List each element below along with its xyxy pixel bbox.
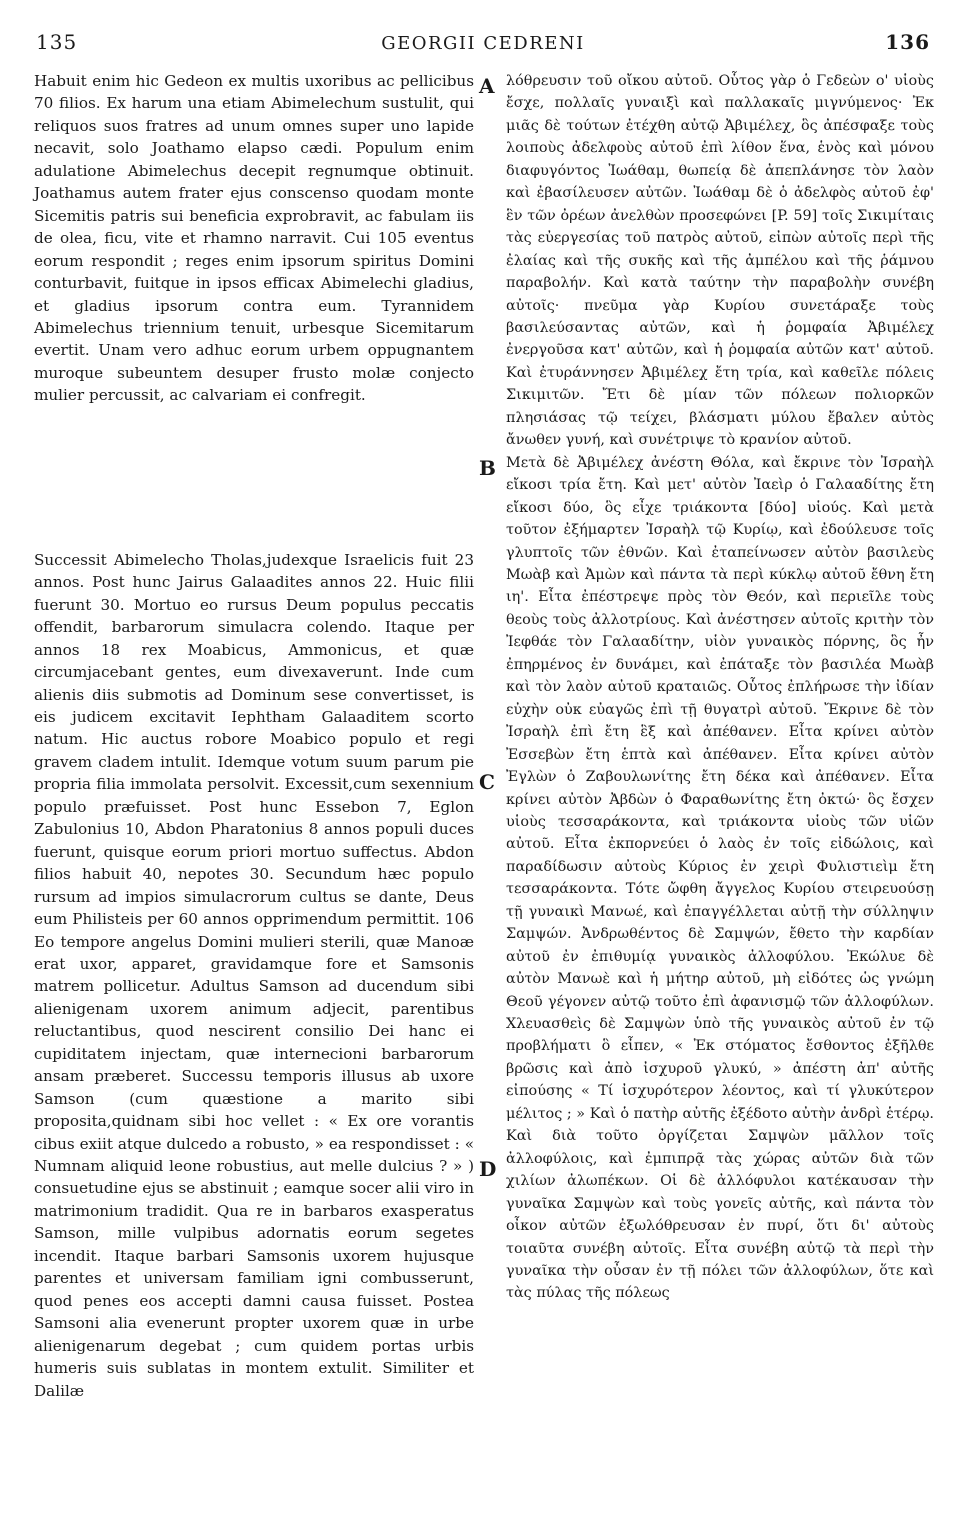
page-number-left: 135 bbox=[36, 30, 78, 54]
margin-marker-a: A bbox=[479, 74, 495, 98]
latin-paragraph-1: Habuit enim hic Gedeon ex multis uxoribus ac pellicibus 70 filios. Ex harum una etiam Abimelechum sustulit, qui reliquos suos fratres ad unum omnes super uno lapide necavit, solo Joathamo elapso cædi. Populum enim adulatione Abimelechus decepit regnumque obtinuit. Joathamus autem frater ejus conscenso quodam monte Sicemitis patris sui beneficia exprobravit, ac fabulam iis de olea, ficu, vite et rhamno narravit. Cui 105 eventus eorum respondit ; reges enim ipsorum spiritus Domini conturbavit, fuitque in ipsos efficax Abimelechi gladius, et gladius ipsorum contra eum. Tyrannidem Abimelechus triennium tenuit, urbesque Sicemitarum evertit. Unam vero adhuc eorum urbem oppugnantem muroque subeuntem desuper frusto molæ conjecto mulier percussit, ac calvariam ei confregit. bbox=[34, 72, 474, 405]
margin-marker-b: B bbox=[479, 456, 496, 480]
greek-paragraph-1: λόθρευσιν τοῦ οἴκου αὐτοῦ. Οὗτος γὰρ ὁ Γεδεὼν ο' υἱοὺς ἔσχε, πολλαῖς γυναιξὶ καὶ παλλακαῖς μιγνύμενος· Ἐκ μιᾶς δὲ τούτων ἐτέχθη αὐτῷ Ἀβιμέλεχ, ὃς ἀπέσφαξε τοὺς λοιποὺς ἀδελφοὺς αὐτοῦ ἐπὶ λίθον ἕνα, ἑνὸς καὶ μόνου διαφυγόντος Ἰωάθαμ, θωπείᾳ δὲ ἀπεπλάνησε τὸν λαὸν καὶ ἐβασίλευσεν αὐτῶν. Ἰωάθαμ δὲ ὁ ἀδελφὸς αὐτοῦ ἐφ' ἓν τῶν ὀρέων ἀνελθὼν προσεφώνει [P. 59] τοῖς Σικιμίταις τὰς εὐεργεσίας τοῦ πατρὸς αὐτοῦ, εἰπὼν αὐτοῖς περὶ τῆς ἐλαίας καὶ τῆς συκῆς καὶ τῆς ἀμπέλου καὶ τῆς ῥάμνου παραβολήν. Καὶ κατὰ ταύτην τὴν παραβολὴν συνέβη αὐτοῖς· πνεῦμα γὰρ Κυρίου συνετάραξε τοὺς βασιλεύσαντας αὐτῶν, καὶ ἡ ῥομφαία Ἀβιμέλεχ ἐνεργοῦσα κατ' αὐτῶν, καὶ ἡ ῥομφαία αὐτῶν κατ' αὐτοῦ. Καὶ ἐτυράννησεν Ἀβιμέλεχ ἔτη τρία, καὶ καθεῖλε πόλεις Σικιμιτῶν. Ἔτι δὲ μίαν τῶν πόλεων πολιορκῶν πλησιάσας τῷ τείχει, βλάσματι μύλου ἔβαλεν αὐτὸς ἄνωθεν γυνή, καὶ συνέτριψε τὸ κρανίον αὐτοῦ. bbox=[506, 73, 934, 449]
margin-marker-d: D bbox=[479, 1157, 497, 1181]
running-title: GEORGII CEDRENI bbox=[381, 33, 585, 54]
latin-paragraph-2: Successit Abimelecho Tholas,judexque Israelicis fuit 23 annos. Post hunc Jairus Galaadites annos 22. Huic filii fuerunt 30. Mortuo eo rursus Deum populus peccatis offendit, barbarorum simulacra colendo. Itaque per annos 18 rex Moabicus, Ammonicus, et quæ circumjacebant gentes, eum divexaverunt. Inde cum alienis diis submotis ad Dominum sese convertisset, is eis judicem excitavit Iephtham Galaaditem scorto natum. Hic auctus robore Moabico populo et regi gravem cladem intulit. Idemque votum suum parum pie propria filia immolata persolvit. Excessit,cum sexennium populo præfuisset. Post hunc Essebon 7, Eglon Zabulonius 10, Abdon Pharatonius 8 annos populi duces fuerunt, quisque eorum priori mortuo suffectus. Abdon filios habuit 40, nepotes 30. Secundum hæc populo rursum ad impios simulacrorum cultus se dante, Deus eum Philisteis per 60 annos opprimendum permittit. 106 Eo tempore angelus Domini mulieri sterili, quæ Manoæ erat uxor, apparet, gravidamque fore et Samsonis matrem pollicetur. Adultus Samson ad ducendum sibi alienigenam uxorem animum adjecit, parentibus reluctantibus, quod nescirent consilio Dei hanc ei cupiditatem injectam, quæ internecioni barbarorum ansam præberet. Successu temporis illusus ab uxore Samson (cum quæstione a marito sibi proposita,quidnam sibi hoc vellet : « Ex ore vorantis cibus exiit atque dulcedo a robusto, » ea respondisset : « Numnam aliquid leone robustius, aut melle dulcius ? » ) consuetudine ejus se abstinuit ; eamque socer alii viro in matrimonium tradidit. Qua re in barbaros exasperatus Samson, mille vulpibus adornatis eorum segetes incendit. Itaque barbari Samsonis uxorem hujusque parentes et universam familiam igni combusserunt, quod penes eos accepti damni causa fuisset. Postea Samsoni alia evenerunt propter uxorem quæ in urbe alienigenarum degebat ; cum quidem portas urbis humeris suis sublatas in montem extulit. Similiter et Dalilæ bbox=[34, 550, 474, 1400]
greek-paragraph-2: Μετὰ δὲ Ἀβιμέλεχ ἀνέστη Θόλα, καὶ ἔκρινε τὸν Ἰσραὴλ εἴκοσι τρία ἔτη. Καὶ μετ' αὐτὸν Ἰαεὶρ ὁ Γαλααδίτης ἔτη εἴκοσι δύο, ὃς εἶχε τριάκοντα [δύο] υἱούς. Καὶ μετὰ τοῦτον ἐξήμαρτεν Ἰσραὴλ τῷ Κυρίῳ, καὶ ἐδούλευσε τοῖς γλυπτοῖς τῶν ἐθνῶν. Καὶ ἐταπείνωσεν αὐτὸν βασιλεὺς Μωὰβ καὶ Ἀμὼν καὶ πάντα τὰ περὶ κύκλῳ αὐτοῦ ἔθνη ἔτη ιη'. Εἶτα ἐπέστρεψε πρὸς τὸν Θεόν, καὶ περιεῖλε τοὺς θεοὺς τοὺς ἀλλοτρίους. Καὶ ἀνέστησεν αὐτοῖς κριτὴν τὸν Ἰεφθάε τὸν Γαλααδίτην, υἱὸν γυναικὸς πόρνης, ὃς ἦν ἐπηρμένος ἐν δυνάμει, καὶ ἐπάταξε τὸν βασιλέα Μωὰβ καὶ τὸν λαὸν αὐτοῦ κραταιῶς. Οὗτος ἐπλήρωσε τὴν ἰδίαν εὐχὴν οὐκ εὐαγῶς ἐπὶ τῇ θυγατρὶ αὐτοῦ. Ἔκρινε δὲ τὸν Ἰσραὴλ ἐπὶ ἔτη ἓξ καὶ ἀπέθανεν. Εἶτα κρίνει αὐτὸν Ἐσσεβὼν ἔτη ἑπτὰ καὶ ἀπέθανεν. Εἶτα κρίνει αὐτὸν Ἐγλὼν ὁ Ζαβουλωνίτης ἔτη δέκα καὶ ἀπέθανεν. Εἶτα κρίνει αὐτὸν Ἀβδὼν ὁ Φαραθωνίτης ἔτη ὀκτώ· ὃς ἔσχεν υἱοὺς τεσσαράκοντα, καὶ τριάκοντα υἱοὺς τῶν υἱῶν αὐτοῦ. Εἶτα ἐκπορνεύει ὁ λαὸς ἐν τοῖς εἰδώλοις, καὶ παραδίδωσιν αὐτοὺς Κύριος ἐν χειρὶ Φυλιστιεὶμ ἔτη τεσσαράκοντα. Τότε ὤφθη ἄγγελος Κυρίου στειρευούσῃ τῇ γυναικὶ Μανωέ, καὶ ἐπαγγέλλεται αὐτῇ τὴν σύλληψιν Σαμψών. Ἀνδρωθέντος δὲ Σαμψών, ἔθετο τὴν καρδίαν αὐτοῦ ἐν ἐπιθυμίᾳ γυναικὸς ἀλλοφύλου. Ἐκώλυε δὲ αὐτὸν Μανωὲ καὶ ἡ μήτηρ αὐτοῦ, μὴ εἰδότες ὡς γνώμη Θεοῦ γέγονεν αὐτῷ τοῦτο ἐπὶ ἀφανισμῷ τῶν ἀλλοφύλων. Χλευασθεὶς δὲ Σαμψὼν ὑπὸ τῆς γυναικὸς αὐτοῦ ἐν τῷ προβλήματι ὃ εἶπεν, « Ἐκ στόματος ἔσθοντος ἐξῆλθε βρῶσις καὶ ἀπὸ ἰσχυροῦ γλυκύ, » ἀπέστη ἀπ' αὐτῆς εἰπούσης « Τί ἰσχυρότερον λέοντος, καὶ τί γλυκύτερον μέλιτος ; » Καὶ ὁ πατὴρ αὐτῆς ἐξέδοτο αὐτὴν ἀνδρὶ ἑτέρῳ. Καὶ διὰ τοῦτο ὀργίζεται Σαμψὼν μᾶλλον τοῖς ἀλλοφύλοις, καὶ ἐμπιπρᾷ τὰς χώρας αὐτῶν διὰ τῶν χιλίων ἀλωπέκων. Οἱ δὲ ἀλλόφυλοι κατέκαυσαν τὴν γυναῖκα Σαμψὼν καὶ τοὺς γονεῖς αὐτῆς, καὶ πάντα τὸν οἶκον αὐτῶν ἐξωλόθρευσαν ἐν πυρί, ὅτι δι' αὐτοὺς τοιαῦτα συνέβη αὐτοῖς. Εἶτα συνέβη αὐτῷ τὰ περὶ τὴν γυναῖκα τὴν οὖσαν ἐν τῇ πόλει τῶν ἀλλοφύλων, ὅτε καὶ τὰς πύλας τῆς πόλεως bbox=[506, 454, 934, 1302]
greek-column bbox=[506, 70, 934, 1305]
page-number-right: 136 bbox=[885, 30, 930, 54]
margin-marker-c: C bbox=[479, 770, 495, 794]
page-header bbox=[36, 30, 930, 60]
latin-column bbox=[34, 70, 474, 1402]
